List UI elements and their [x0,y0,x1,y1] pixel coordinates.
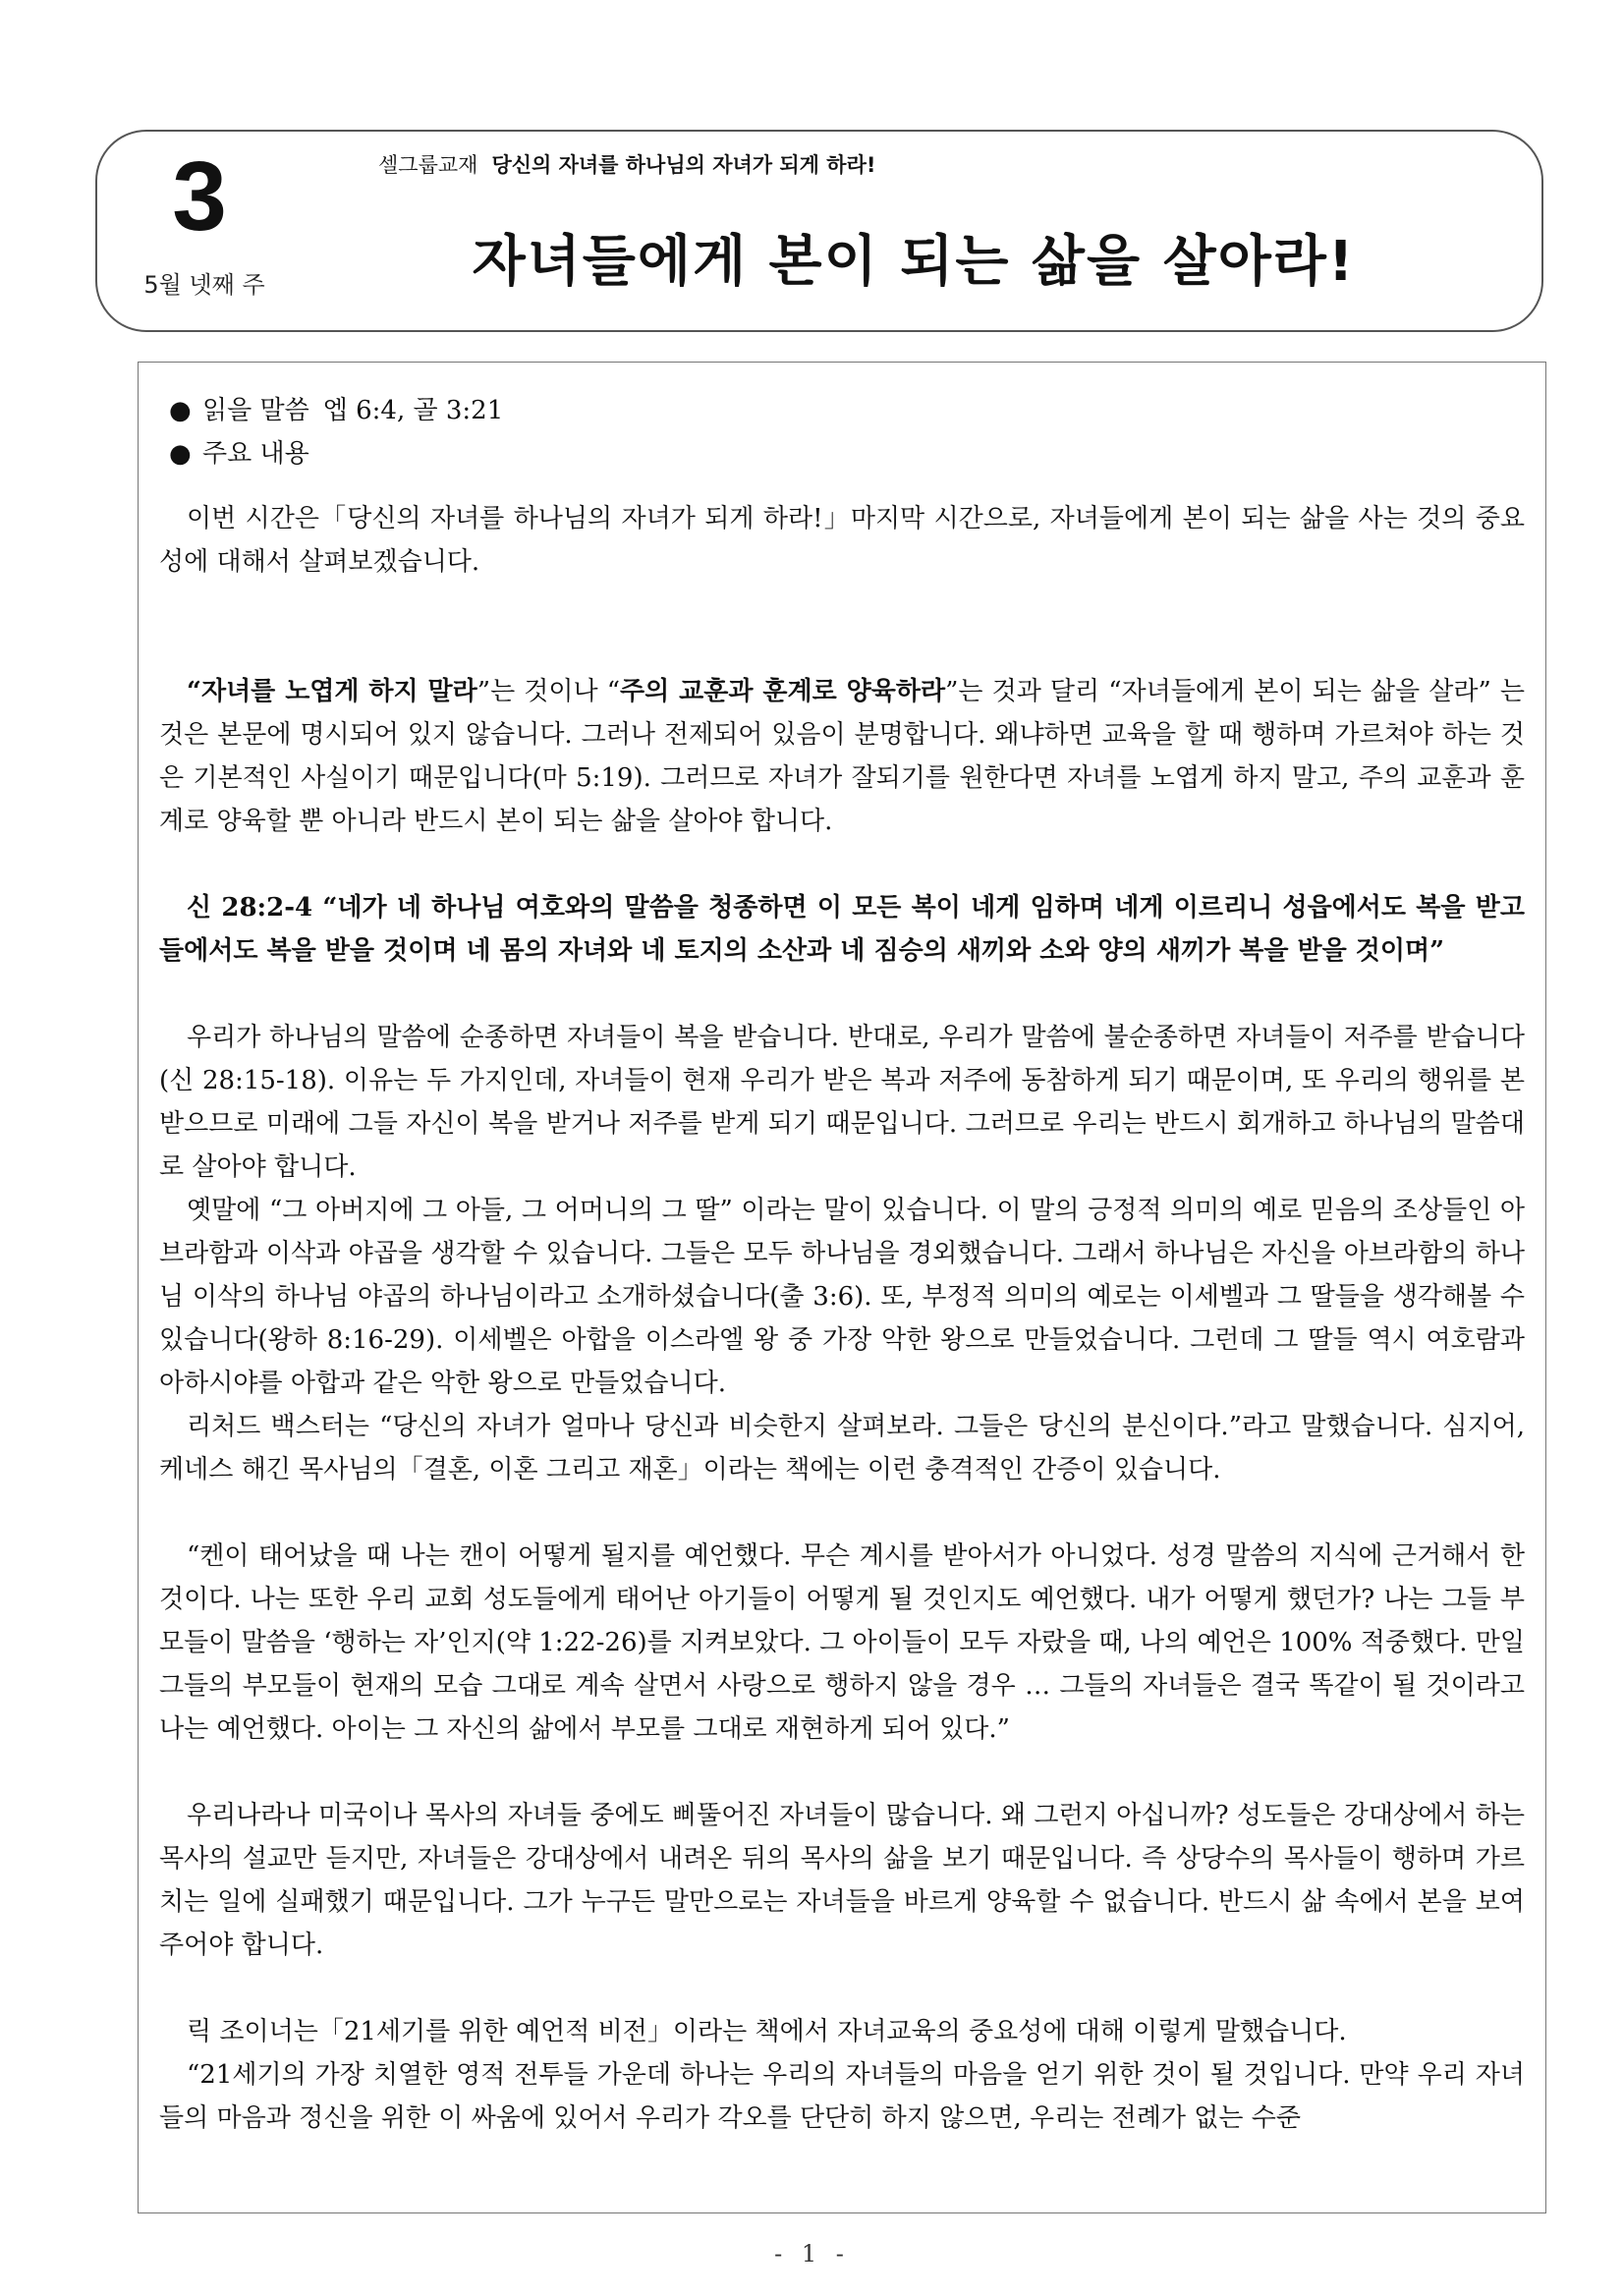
paragraph-joyner-quote: “21세기의 가장 치열한 영적 전투들 가운데 하나는 우리의 자녀들의 마음을 얻기 위한 것이 될 것입니다. 만약 우리 자녀들의 마음과 정신을 위한 이 싸움에 있어서 우리가 각오를 단단히 하지 않으면, 우리는 전례가 없는 수준 [159,2060,1525,2133]
bullet-summary [159,432,1525,476]
bullet-list [159,389,1525,476]
reading-ref: 엡 6:4, 골 3:21 [322,396,504,425]
bullet-reading [159,389,1525,432]
paragraph-pastors: 우리나라나 미국이나 목사의 자녀들 중에도 삐뚤어진 자녀들이 많습니다. 왜 그런지 아십니까? 성도들은 강대상에서 하는 목사의 설교만 듣지만, 자녀들은 강대상에서 내려온 뒤의 목사의 삶을 보기 때문입니다. 즉 상당수의 목사들이 행하며 가르치는 일에 실패했기 때문입니다. 그가 누구든 말만으로는 자녀들을 바르게 양육할 수 없습니다. 반드시 삶 속에서 본을 보여주어야 합니다. [159,1801,1525,1960]
scripture-quote: 신 28:2-4 “네가 네 하나님 여호와의 말씀을 청종하면 이 모든 복이 네게 임하며 네게 이르리니 성읍에서도 복을 받고 들에서도 복을 받을 것이며 네 몸의 자녀와 네 토지의 소산과 네 짐승의 새끼와 소와 양의 새끼가 복을 받을 것이며” [159,893,1525,966]
lesson-number: 3 [172,141,227,252]
summary-label: 주요 내용 [202,439,309,469]
series-label: 셀그룹교재 [378,153,478,177]
text-span: ”는 것과 달리 “자녀들에게 본이 되는 삶을 살라” 는 것은 본문에 명시되어 있지 않습니다. 그러나 전제되어 있음이 분명합니다. 왜냐하면 교육을 할 때 행하며 가르쳐야 하는 것은 기본적인 사실이기 때문입니다(마 5:19). 그러므로 자녀가 잘되기를 원한다면 자녀를 노엽게 하지 말고, 주의 교훈과 훈계로 양육할 뿐 아니라 반드시 본이 되는 삶을 살아야 합니다. [159,677,1525,836]
paragraph-obedience: 우리가 하나님의 말씀에 순종하면 자녀들이 복을 받습니다. 반대로, 우리가 말씀에 불순종하면 자녀들이 저주를 받습니다(신 28:15-18). 이유는 두 가지인데, 자녀들이 현재 우리가 받은 복과 저주에 동참하게 되기 때문이며, 또 우리의 행위를 본받으므로 미래에 그들 자신이 복을 받거나 저주를 받게 되기 때문입니다. 그러므로 우리는 반드시 회개하고 하나님의 말씀대로 살아야 합니다. [159,1023,1525,1182]
paragraph-premise [159,670,1525,843]
paragraph-hagin-quote: “켄이 태어났을 때 나는 캔이 어떻게 될지를 예언했다. 무슨 계시를 받아서가 아니었다. 성경 말씀의 지식에 근거해서 한 것이다. 나는 또한 우리 교회 성도들에게 태어난 아기들이 어떻게 될 것인지도 예언했다. 내가 어떻게 했던가? 나는 그들 부모들이 말씀을 ‘행하는 자’인지(약 1:22-26)를 지켜보았다. 그 아이들이 모두 자랐을 때, 나의 예언은 100% 적중했다. 만일 그들의 부모들이 현재의 모습 그대로 계속 살면서 사랑으로 행하지 않을 경우 … 그들의 자녀들은 결국 똑같이 될 것이라고 나는 예언했다. 아이는 그 자신의 삶에서 부모를 그대로 재현하게 되어 있다.” [159,1541,1525,1744]
paragraph-proverb: 옛말에 “그 아버지에 그 아들, 그 어머니의 그 딸” 이라는 말이 있습니다. 이 말의 긍정적 의미의 예로 믿음의 조상들인 아브라함과 이삭과 야곱을 생각할 수 있습니다. 그들은 모두 하나님을 경외했습니다. 그래서 하나님은 자신을 아브라함의 하나님 이삭의 하나님 야곱의 하나님이라고 소개하셨습니다(출 3:6). 또, 부정적 의미의 예로는 이세벨과 그 딸들을 생각해볼 수 있습니다(왕하 8:16-29). 이세벨은 아합을 이스라엘 왕 중 가장 악한 왕으로 만들었습니다. 그런데 그 딸들 역시 여호람과 아하시야를 아합과 같은 악한 왕으로 만들었습니다. [159,1196,1525,1398]
week-label: 5월 넷째 주 [143,271,265,299]
quote-do-not-provoke: “자녀를 노엽게 하지 말라 [187,677,477,706]
paragraph-baxter: 리처드 백스터는 “당신의 자녀가 얼마나 당신과 비슷한지 살펴보라. 그들은 당신의 분신이다.”라고 말했습니다. 심지어, 케네스 해긴 목사님의「결혼, 이혼 그리고 재혼」이라는 책에는 이런 충격적인 간증이 있습니다. [159,1412,1525,1484]
quote-nurture: 주의 교훈과 훈계로 양육하라 [620,677,946,706]
reading-label: 읽을 말씀 [202,396,309,425]
series-title: 당신의 자녀를 하나님의 자녀가 되게 하라! [491,153,876,177]
content-body [138,362,1546,2140]
series-line [378,149,875,179]
text-span: ”는 것이나 “ [476,677,621,706]
page-title: 자녀들에게 본이 되는 삶을 살아라! [472,230,1356,294]
paragraph-joyner: 릭 조이너는「21세기를 위한 예언적 비전」이라는 책에서 자녀교육의 중요성에 대해 이렇게 말했습니다. [187,2017,1347,2046]
page-number: - 1 - [774,2240,850,2268]
paragraph-intro: 이번 시간은「당신의 자녀를 하나님의 자녀가 되게 하라!」마지막 시간으로, 자녀들에게 본이 되는 삶을 사는 것의 중요성에 대해서 살펴보겠습니다. [159,504,1525,577]
